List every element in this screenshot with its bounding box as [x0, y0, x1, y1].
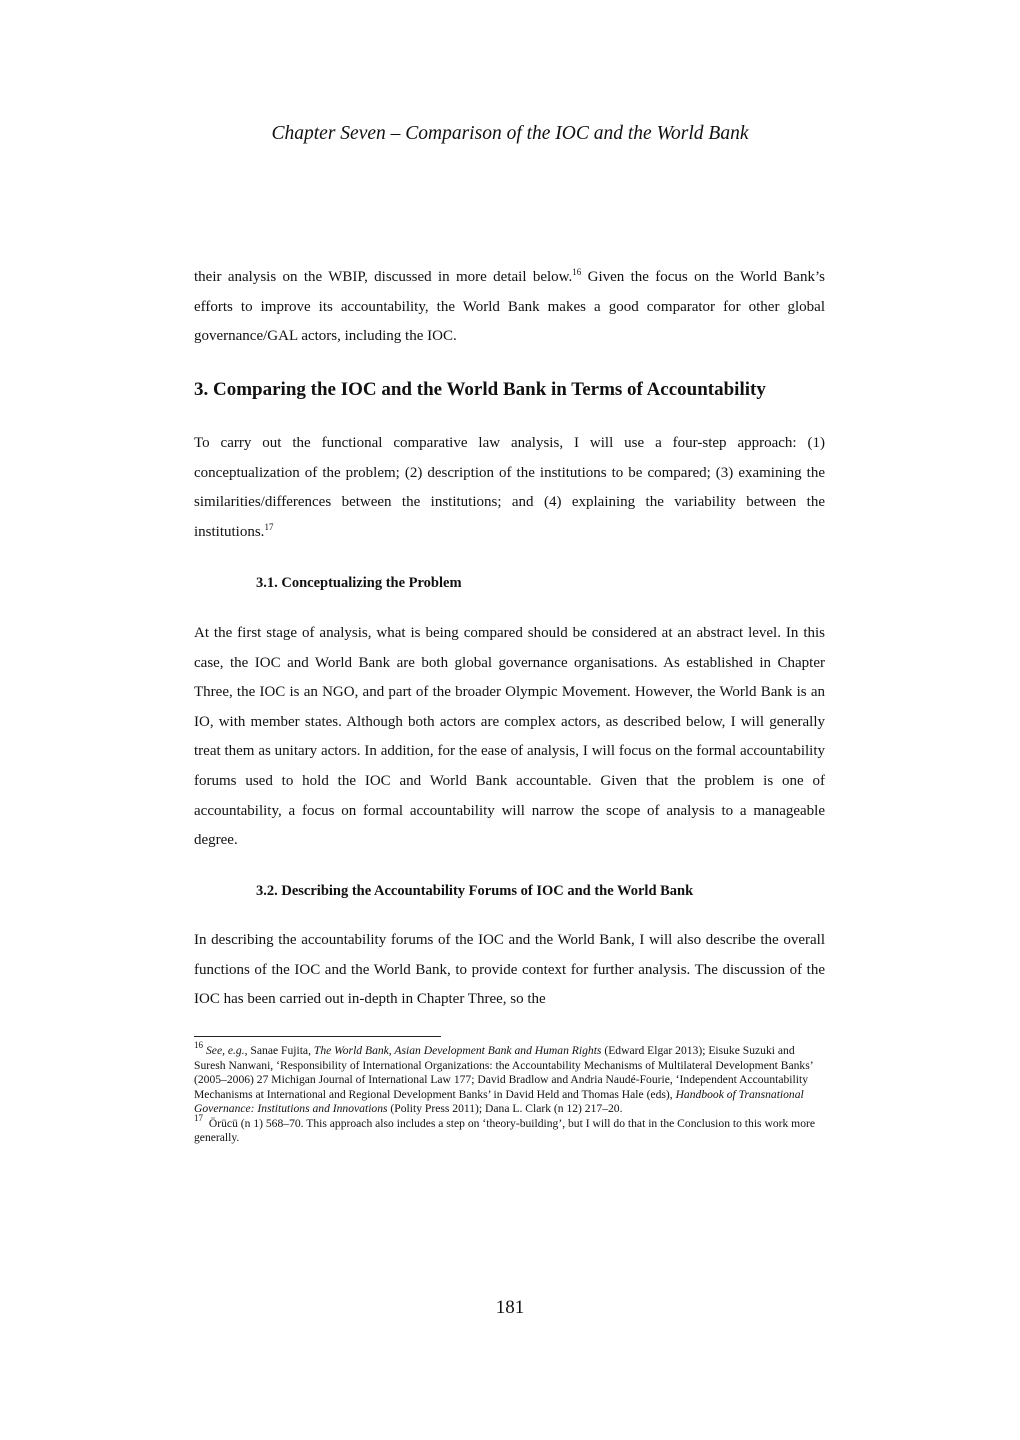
paragraph-text: At the first stage of analysis, what is being compared should be considered at an abstract level. In this case, the IOC and World Bank are both global governance organisations. As established in Chapter Three, the IOC is an NGO, and part of the broader Olympic Movement. However, the World Bank is an IO, with member states. Although both actors are complex actors, as described below, I will generally treat them as unitary actors. In addition, for the ease of analysis, I will focus on the formal accountability forums used to hold the IOC and World Bank accountable. Given that the problem is one of accountability, a focus on formal accountability will narrow the scope of analysis to a manageable degree.	[194, 625, 825, 849]
subsection-heading: 3.2. Describing the Accountability Forums of IOC and the World Bank	[256, 883, 694, 899]
paragraph-four-step-approach	[194, 429, 825, 547]
section-heading: 3. Comparing the IOC and the World Bank in Terms of Accountability	[194, 379, 766, 400]
footnote-signal: See, e.g.,	[206, 1044, 248, 1057]
paragraph-text	[194, 429, 825, 547]
footnote-book-title: Handbook of Transnational Governance: Institutions and Innovations	[194, 1087, 804, 1115]
footnote-book-title: The World Bank, Asian Development Bank and Human Rights	[313, 1044, 602, 1057]
footnote-16	[194, 1040, 825, 1117]
footnote-17	[194, 1112, 825, 1146]
subsection-heading-block	[194, 880, 825, 902]
paragraph-text-part: To carry out the functional comparative law analysis, I will use a four-step approach: (1) conceptualization of the problem; (2) description of the institutions to be compared; (3) examining the similarities/differences between the institutions; and (4) explaining the variability between the institutions.	[194, 435, 825, 540]
footnote-text: Örücü (n 1) 568–70. This approach also includes a step on ‘theory-building’, but I will do that in the Conclusion to this work more generally.	[194, 1116, 816, 1144]
footnote-separator	[194, 1036, 441, 1037]
footnote-ref-17[interactable]: 17	[264, 521, 274, 532]
footnote-text: (Edward Elgar 2013); Eisuke Suzuki and Suresh Nanwani, ‘Responsibility of International Organizations: the Accountability Mechanisms of Multilateral Development Banks’ (2005–2006) 27 Michigan Journal of International Law 177; David Bradlow and Andria Naudé-Fourie, ‘Independent Accountability Mechanisms at International and Regional Development Banks’ in David Held and Thomas Hale (eds),	[194, 1044, 813, 1101]
subsection-heading: 3.1. Conceptualizing the Problem	[256, 575, 462, 591]
footnote-number: 16	[194, 1040, 203, 1050]
running-header: Chapter Seven – Comparison of the IOC and the World Bank	[271, 123, 749, 144]
footnote-text: Sanae Fujita,	[247, 1044, 314, 1057]
section-heading-block	[194, 376, 825, 404]
subsection-heading-block	[194, 572, 825, 594]
paragraph-text: In describing the accountability forums of the IOC and the World Bank, I will also describe the overall functions of the IOC and the World Bank, to provide context for further analysis. The discussion of the IOC has been carried out in-depth in Chapter Three, so the	[194, 932, 825, 1008]
paragraph-describing-forums	[194, 926, 825, 1015]
footnotes	[194, 1040, 825, 1146]
footnote-ref-16[interactable]: 16	[572, 267, 582, 277]
paragraph-conceptualizing	[194, 619, 825, 856]
paragraph-text	[194, 263, 825, 352]
page-number: 181	[495, 1297, 525, 1318]
paragraph-intro-continued	[194, 263, 825, 352]
footnote-text: (Polity Press 2011); Dana L. Clark (n 12) 217–20.	[387, 1102, 623, 1115]
paragraph-text-part: their analysis on the WBIP, discussed in more detail below.	[194, 269, 573, 285]
footnote-number: 17	[194, 1112, 203, 1123]
paragraph-text-part: Given the focus on the World Bank’s efforts to improve its accountability, the World Bank makes a good comparator for other global governance/GAL actors, including the IOC.	[194, 269, 825, 345]
